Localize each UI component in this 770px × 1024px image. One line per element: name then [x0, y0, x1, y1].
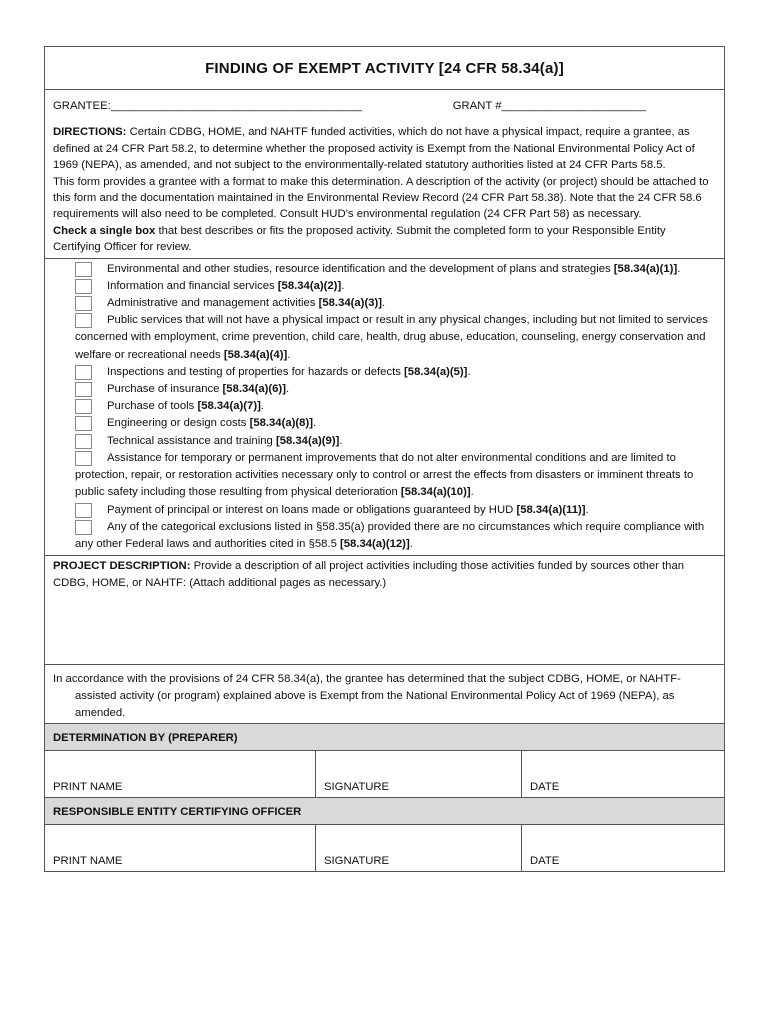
grant-number-field[interactable]: GRANT #_______________________: [452, 100, 646, 112]
checkbox-option-5[interactable]: [75, 365, 92, 380]
exempt-activity-form: [44, 46, 725, 872]
check-label: Check a single box: [53, 224, 156, 237]
exempt-option-2[interactable]: [75, 278, 716, 295]
certifier-date-field[interactable]: [522, 825, 724, 871]
option-end: .: [470, 486, 474, 499]
project-description-section[interactable]: [45, 556, 724, 665]
checkbox-option-1[interactable]: [75, 262, 92, 277]
exempt-option-8[interactable]: [75, 415, 716, 432]
option-end: .: [382, 297, 386, 310]
option-end: .: [287, 348, 291, 361]
accordance-statement: In accordance with the provisions of 24 CFR 58.34(a), the grantee has determined that the subject CDBG, HOME, or NAHTF-assisted activity (or program) explained above is Exempt from the National Environmental Policy Act of 1969 (NEPA), as amended.: [45, 665, 724, 724]
option-citation: [58.34(a)(8)]: [249, 417, 313, 430]
option-citation: [58.34(a)(6)]: [222, 383, 286, 396]
preparer-signature-row: [45, 751, 724, 798]
checkbox-option-6[interactable]: [75, 382, 92, 397]
option-end: .: [585, 503, 589, 516]
option-end: .: [341, 279, 345, 292]
exempt-option-4[interactable]: [75, 312, 716, 364]
project-description-label: PROJECT DESCRIPTION:: [53, 560, 191, 573]
checkbox-option-2[interactable]: [75, 279, 92, 294]
date-label: DATE: [530, 855, 560, 868]
checkbox-option-11[interactable]: [75, 503, 92, 518]
directions-label: DIRECTIONS:: [53, 126, 127, 139]
checkbox-option-4[interactable]: [75, 313, 92, 328]
exempt-options-list: [45, 259, 724, 556]
exempt-option-11[interactable]: [75, 502, 716, 519]
option-citation: [58.34(a)(2)]: [277, 279, 342, 292]
option-end: .: [409, 537, 413, 550]
option-text: Technical assistance and training: [107, 434, 276, 447]
exempt-option-5[interactable]: [75, 364, 716, 381]
checkbox-option-3[interactable]: [75, 296, 92, 311]
date-label: DATE: [530, 781, 560, 794]
checkbox-option-10[interactable]: [75, 451, 92, 466]
option-citation: [58.34(a)(3)]: [318, 297, 383, 310]
option-citation: [58.34(a)(5)]: [404, 365, 468, 378]
option-citation: [58.34(a)(7)]: [197, 400, 261, 413]
exempt-option-10[interactable]: [75, 450, 716, 502]
option-text: Inspections and testing of properties for hazards or defects: [107, 365, 405, 378]
exempt-option-1[interactable]: [75, 261, 716, 278]
checkbox-option-8[interactable]: [75, 416, 92, 431]
signature-label: SIGNATURE: [324, 781, 390, 794]
directions-text: Certain CDBG, HOME, and NAHTF funded activities, which do not have a physical impact, require a grantee, as defined at 24 CFR Part 58.2, to determine whether the proposed activity is Exempt from the National Environmental Policy Act of 1969 (NEPA), as amended, and not subject to the environmentally-related statutory authorities listed at 24 CFR Parts 58.5.: [53, 126, 695, 172]
certifier-signature-row: [45, 825, 724, 871]
exempt-option-3[interactable]: [75, 295, 716, 312]
grantee-field[interactable]: GRANTEE:________________________________________: [53, 100, 363, 112]
checkbox-option-9[interactable]: [75, 434, 92, 449]
option-end: .: [339, 434, 343, 447]
format-paragraph: This form provides a grantee with a format to make this determination. A description of the activity (or project) should be attached to this form and the documentation maintained in the Environmental Review Record (24 CFR Part 58.38). Note that the 24 CFR 58.6 requirements will also need to be completed. Consult HUD’s environmental regulation (24 CFR Part 58) as necessary.: [53, 175, 709, 221]
option-citation: [58.34(a)(4)]: [223, 348, 288, 361]
option-text: Purchase of tools: [107, 400, 198, 413]
print-name-label: PRINT NAME: [53, 781, 123, 794]
exempt-option-9[interactable]: [75, 433, 716, 450]
preparer-date-field[interactable]: [522, 751, 724, 797]
option-text: Engineering or design costs: [107, 417, 250, 430]
option-end: .: [467, 365, 471, 378]
option-citation: [58.34(a)(1)]: [613, 262, 678, 275]
option-text: Assistance for temporary or permanent improvements that do not alter environmental conditions and are limited to protection, repair, or restoration activities necessary only to control or arrest the effects from disasters or imminent threats to public safety including those resulting from physical deterioration: [75, 451, 694, 499]
option-text: Environmental and other studies, resource identification and the development of plans and strategies: [107, 262, 614, 275]
checkbox-option-7[interactable]: [75, 399, 92, 414]
exempt-option-7[interactable]: [75, 398, 716, 415]
option-end: .: [677, 262, 681, 275]
project-description-text: Provide a description of all project activities including those activities funded by sources other than CDBG, HOME, or NAHTF: (Attach additional pages as necessary.): [53, 560, 685, 590]
option-text: Any of the categorical exclusions listed in §58.35(a) provided there are no circumstances which require compliance with any other Federal laws and authorities cited in §58.5: [75, 520, 705, 550]
exempt-option-12[interactable]: [75, 519, 716, 553]
option-citation: [58.34(a)(12)]: [340, 537, 410, 550]
preparer-print-name-field[interactable]: [45, 751, 316, 797]
preparer-heading: DETERMINATION BY (PREPARER): [45, 724, 724, 751]
form-title: FINDING OF EXEMPT ACTIVITY [24 CFR 58.34(a)]: [45, 47, 724, 90]
option-text: Purchase of insurance: [107, 383, 223, 396]
option-text: Administrative and management activities: [107, 297, 319, 310]
checkbox-option-12[interactable]: [75, 520, 92, 535]
option-citation: [58.34(a)(11)]: [516, 503, 586, 516]
check-paragraph: [53, 223, 716, 256]
option-end: .: [285, 383, 290, 396]
option-end: .: [312, 417, 317, 430]
option-citation: [58.34(a)(9)]: [275, 434, 340, 447]
certifier-signature-field[interactable]: [316, 825, 522, 871]
option-citation: [58.34(a)(10)]: [400, 486, 471, 499]
exempt-option-6[interactable]: [75, 381, 716, 398]
option-text: Public services that will not have a physical impact or result in any physical changes, including but not limited to services concerned with employment, crime prevention, child care, health, drug abuse, education, counseling, energy conservation and welfare or recreational needs: [75, 314, 708, 361]
directions-paragraph: [53, 124, 716, 173]
intro-section: [45, 90, 724, 259]
signature-label: SIGNATURE: [324, 855, 390, 868]
check-text: that best describes or fits the proposed activity. Submit the completed form to your Responsible Entity Certifying Officer for review.: [53, 224, 666, 254]
option-text: Payment of principal or interest on loans made or obligations guaranteed by HUD: [107, 503, 517, 516]
certifier-heading: RESPONSIBLE ENTITY CERTIFYING OFFICER: [45, 798, 724, 825]
print-name-label: PRINT NAME: [53, 855, 123, 868]
option-end: .: [260, 400, 264, 413]
certifier-print-name-field[interactable]: [45, 825, 316, 871]
preparer-signature-field[interactable]: [316, 751, 522, 797]
option-text: Information and financial services: [107, 279, 278, 292]
